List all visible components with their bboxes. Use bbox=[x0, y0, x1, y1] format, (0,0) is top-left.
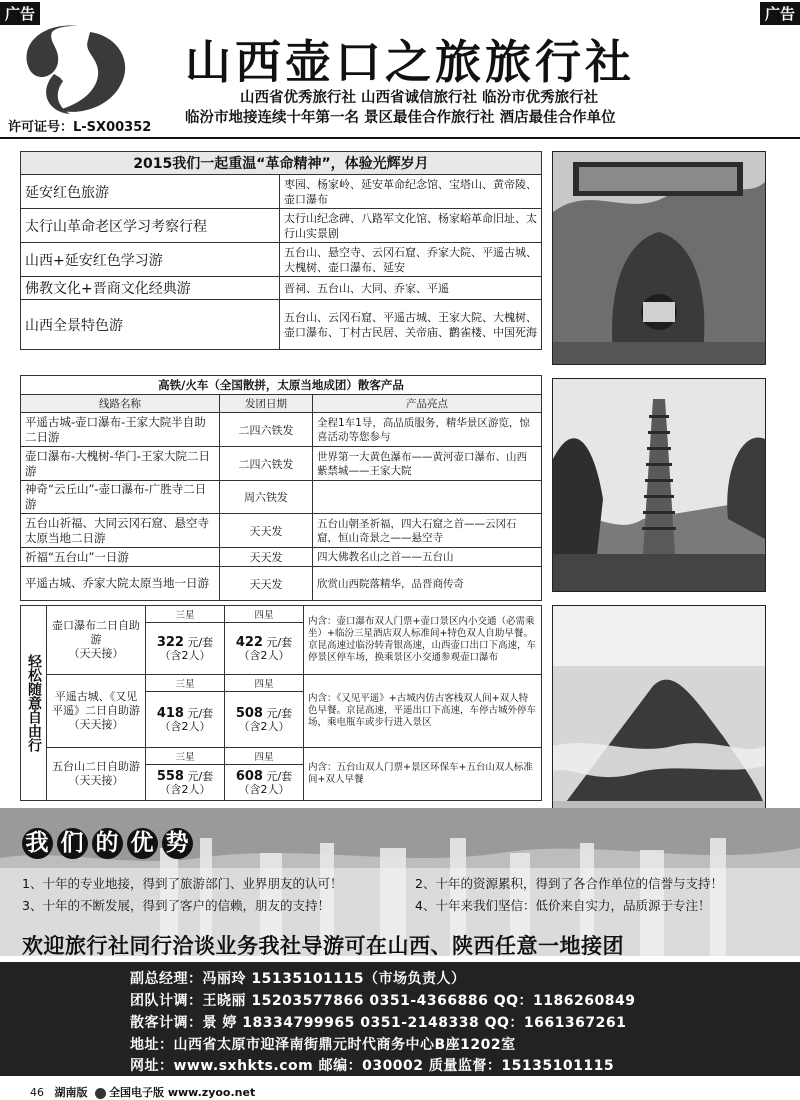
package-name: 五台山二日自助游 （天天接） bbox=[47, 748, 146, 801]
red-tourism-header: 2015我们一起重温“革命精神”，体验光辉岁月 bbox=[21, 152, 542, 175]
route-highlight: 世界第一大黄色瀑布——黄河壶口瀑布、山西紫禁城——王家大院 bbox=[313, 447, 542, 481]
route-name: 壶口瀑布-大槐树-华门-王家大院二日游 bbox=[21, 447, 220, 481]
star-3-label: 三星 bbox=[146, 748, 225, 765]
route-desc: 晋祠、五台山、大同、乔家、平遥 bbox=[280, 277, 542, 300]
self-guided-table bbox=[20, 605, 542, 801]
edition-label: 湖南版 bbox=[54, 1086, 88, 1099]
ad-tag-left: 广告 bbox=[0, 2, 40, 25]
depart-date: 天天发 bbox=[220, 567, 313, 601]
table-row bbox=[21, 514, 542, 548]
welcome-banner: 欢迎旅行社同行洽谈业务我社导游可在山西、陕西任意一地接团 bbox=[22, 934, 624, 958]
route-highlight bbox=[313, 481, 542, 514]
depart-date: 二四六铁发 bbox=[220, 447, 313, 481]
advantage-item: 4、十年来我们坚信：低价来自实力，品质源于专注！ bbox=[415, 898, 711, 913]
depart-date: 周六铁发 bbox=[220, 481, 313, 514]
license-number: 许可证号：L-SX00352 bbox=[8, 120, 152, 135]
table-row bbox=[21, 481, 542, 514]
package-includes: 内含：《又见平遥》+古城内仿古客栈双人间+双人特色早餐。京昆高速，平遥出口下高速，车停古城外停车场，乘电瓶车或步行进入景区 bbox=[304, 675, 542, 748]
table-row bbox=[21, 548, 542, 567]
honors-line-2: 临汾市地接连续十年第一名 景区最佳合作旅行社 酒店最佳合作单位 bbox=[185, 110, 616, 126]
depart-date: 天天发 bbox=[220, 548, 313, 567]
route-name: 平遥古城、乔家大院太原当地一日游 bbox=[21, 567, 220, 601]
package-includes: 内含：五台山双人门票+景区环保车+五台山双人标准间+双人早餐 bbox=[304, 748, 542, 801]
photo-pagoda bbox=[552, 378, 766, 592]
package-name: 平遥古城、《又见平遥》二日自助游 （天天接） bbox=[47, 675, 146, 748]
site-label: 全国电子版 www.zyoo.net bbox=[109, 1086, 256, 1099]
train-products-table bbox=[20, 375, 542, 601]
route-name: 祈福“五台山”一日游 bbox=[21, 548, 220, 567]
page-footer bbox=[30, 1084, 255, 1100]
photo-mountain-clouds bbox=[552, 605, 766, 819]
table-row bbox=[21, 567, 542, 601]
route-name: 延安红色旅游 bbox=[21, 175, 280, 209]
advantage-item: 3、十年的不断发展，得到了客户的信赖，朋友的支持！ bbox=[22, 898, 330, 913]
train-products-caption: 高铁/火车（全国散拼，太原当地成团）散客产品 bbox=[21, 376, 542, 395]
footer-logo-icon bbox=[95, 1088, 106, 1099]
col-date: 发团日期 bbox=[220, 395, 313, 413]
star-3-label: 三星 bbox=[146, 606, 225, 623]
table-row bbox=[21, 413, 542, 447]
route-name: 太行山革命老区学习考察行程 bbox=[21, 209, 280, 243]
route-desc: 五台山、悬空寺、云冈石窟、乔家大院、平遥古城、大槐树、壶口瀑布、延安 bbox=[280, 243, 542, 277]
header-divider bbox=[0, 137, 800, 139]
col-route: 线路名称 bbox=[21, 395, 220, 413]
star-4-label: 四星 bbox=[225, 675, 304, 692]
star-3-label: 三星 bbox=[146, 675, 225, 692]
route-desc: 枣园、杨家岭、延安革命纪念馆、宝塔山、黄帝陵、壶口瀑布 bbox=[280, 175, 542, 209]
contact-line: 团队计调：王晓丽 15203577866 0351-4366886 QQ：1186260849 bbox=[130, 993, 636, 1009]
depart-date: 二四六铁发 bbox=[220, 413, 313, 447]
route-highlight: 全程1车1导，高品质服务，精华景区游览，惊喜活动等您参与 bbox=[313, 413, 542, 447]
ad-tag-right: 广告 bbox=[760, 2, 800, 25]
star-4-label: 四星 bbox=[225, 748, 304, 765]
package-includes: 内含：壶口瀑布双人门票+壶口景区内小交通（必需乘坐）+临汾三星酒店双人标准间+特色双人自助早餐。京昆高速过临汾转青银高速，山西壶口出口下高速，车停景区停车场，换乘景区小交通参观壶口瀑布 bbox=[304, 606, 542, 675]
col-highlight: 产品亮点 bbox=[313, 395, 542, 413]
contact-line: 散客计调：景 婷 18334799965 0351-2148338 QQ：1661367261 bbox=[130, 1015, 627, 1031]
price-3-star: 418 元/套 （含2人） bbox=[146, 692, 225, 748]
advantage-item: 2、十年的资源累积，得到了各合作单位的信誉与支持！ bbox=[415, 876, 723, 891]
red-tourism-table bbox=[20, 151, 542, 350]
route-highlight: 四大佛教名山之首——五台山 bbox=[313, 548, 542, 567]
table-row bbox=[21, 447, 542, 481]
contact-line: 地址：山西省太原市迎泽南街鼎元时代商务中心B座1202室 bbox=[130, 1037, 516, 1053]
contact-block bbox=[0, 962, 800, 1076]
route-highlight: 五台山朝圣祈福，四大石窟之首——云冈石窟，恒山奇景之——悬空寺 bbox=[313, 514, 542, 548]
page-title: 山西壶口之旅旅行社 bbox=[185, 35, 635, 89]
route-name: 五台山祈福、大同云冈石窟、悬空寺太原当地二日游 bbox=[21, 514, 220, 548]
depart-date: 天天发 bbox=[220, 514, 313, 548]
price-4-star: 508 元/套 （含2人） bbox=[225, 692, 304, 748]
route-desc: 太行山纪念碑、八路军文化馆、杨家峪革命旧址、太行山实景剧 bbox=[280, 209, 542, 243]
star-4-label: 四星 bbox=[225, 606, 304, 623]
route-name: 神奇“云丘山”-壶口瀑布-广胜寺二日游 bbox=[21, 481, 220, 514]
page-number: 46 bbox=[30, 1086, 44, 1099]
package-name: 壶口瀑布二日自助游 （天天接） bbox=[47, 606, 146, 675]
contact-line: 副总经理：冯丽玲 15135101115（市场负责人） bbox=[130, 971, 466, 987]
photo-big-tree-gate bbox=[552, 151, 766, 365]
contact-line: 网址：www.sxhkts.com 邮编：030002 质量监督：15135101115 bbox=[130, 1058, 615, 1074]
route-desc: 五台山、云冈石窟、平遥古城、王家大院、大槐树、壶口瀑布、丁村古民居、关帝庙、鹳雀楼、中国死海 bbox=[280, 300, 542, 350]
route-name: 佛教文化+晋商文化经典游 bbox=[21, 277, 280, 300]
route-highlight: 欣赏山西院落精华，品晋商传奇 bbox=[313, 567, 542, 601]
price-4-star: 608 元/套 （含2人） bbox=[225, 765, 304, 801]
route-name: 山西+延安红色学习游 bbox=[21, 243, 280, 277]
advantages-title: 我 们 的 优 势 bbox=[22, 828, 197, 859]
honors-line-1: 山西省优秀旅行社 山西省诚信旅行社 临汾市优秀旅行社 bbox=[240, 90, 599, 106]
price-3-star: 558 元/套 （含2人） bbox=[146, 765, 225, 801]
advantage-item: 1、十年的专业地接，得到了旅游部门、业界朋友的认可！ bbox=[22, 876, 343, 891]
self-guided-label: 轻松随意自由行 bbox=[21, 606, 47, 801]
logo-icon bbox=[8, 22, 138, 118]
route-name: 山西全景特色游 bbox=[21, 300, 280, 350]
route-name: 平遥古城-壶口瀑布-王家大院半自助二日游 bbox=[21, 413, 220, 447]
price-3-star: 322 元/套 （含2人） bbox=[146, 623, 225, 675]
price-4-star: 422 元/套 （含2人） bbox=[225, 623, 304, 675]
